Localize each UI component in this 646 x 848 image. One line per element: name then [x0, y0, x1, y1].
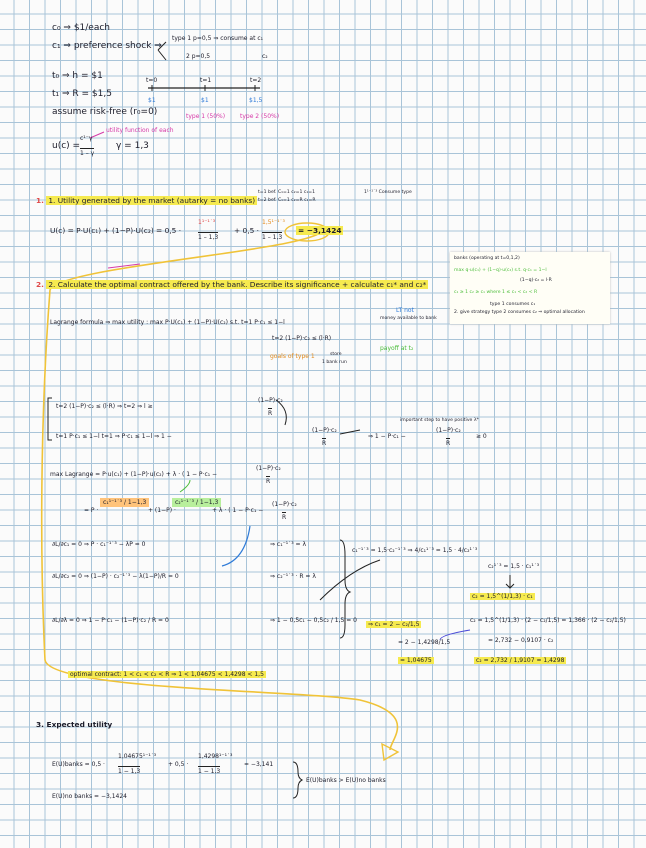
s2-sys2-den: R — [322, 440, 327, 447]
s3-plus: + 0,5 · — [168, 761, 189, 768]
s2-sys2-res: ⇒ 1 − P·c₁ − — [368, 433, 406, 440]
s2-dlambda-res-2 — [366, 620, 421, 629]
t1-line: t₁ ⇒ R = $1,5 — [52, 89, 112, 99]
c0-line: c₀ ⇒ $1/each — [52, 23, 111, 33]
s1-note-2: t=2 bef. C₁=1 c₂=R c₁=R — [258, 198, 316, 203]
s2-payoff-t2: payoff at t₂ — [380, 345, 414, 352]
type2-line: 2 p=0,5 — [186, 53, 211, 60]
s2-expand-term2: c₂¹⁻¹˙³ / 1−1,3 — [172, 498, 221, 507]
s3-f2-den: 1 − 1,3 — [198, 768, 221, 775]
timeline-label-0: t=0 — [146, 77, 158, 84]
type1-tag: type 1 (50%) — [186, 113, 226, 120]
s3-eu-banks: E(U)banks = 0,5 · — [52, 761, 105, 768]
timeline-label-1: t=1 — [200, 77, 212, 84]
c1-line: c₁ ⇒ preference shock ⇒ — [52, 41, 162, 51]
s2-storage: store — [330, 352, 342, 357]
s1-frac1-num: 1¹⁻¹˙³ — [198, 219, 216, 226]
s2-optimal-text: optimal contract: 1 < c₁ < c₂ < R ⇒ 1 < 1,04675 < 1,4298 < 1,5 — [70, 671, 264, 678]
s1-result — [296, 226, 343, 235]
s3-f1-num: 1,04675¹⁻¹˙³ — [118, 753, 157, 760]
s2-dlambda: ∂L/∂λ = 0 ⇒ 1 − P·c₁ − (1−P)·c₂ / R = 0 — [52, 617, 169, 624]
s2-c1-value-text: = 1,04675 — [400, 657, 432, 664]
s2-lagrange: Lagrange formula ⇒ max utility : max P·U(c₁) + (1−P)·U(c₂) s.t. t=1 P·c₁ ≤ 1−l — [50, 319, 285, 326]
s1-plus: + 0,5 · — [234, 226, 259, 235]
s1-result-value: = −3,1424 — [298, 226, 342, 235]
section3-title — [36, 720, 112, 729]
s2-goals: goals of type 1 — [270, 353, 315, 360]
s2-lt-note: LT not — [396, 307, 414, 314]
s3-f1-den: 1 − 1,3 — [118, 768, 141, 775]
s3-eu-nobanks: E(U)no banks = −3,1424 — [52, 793, 127, 800]
s1-note-1: t=1 bef. C₁=1 c₂=1 c₁=1 — [258, 190, 315, 195]
s2-maxlag-den: R — [266, 478, 271, 485]
s2-sys2-num: (1−P)·c₂ — [312, 427, 337, 434]
s2-dlambda-res-2-text: ⇒ c₁ = 2 − c₂/1,5 — [368, 621, 420, 628]
s2-c2-value-text: c₂ = 2,732 / 1,9107 = 1,4298 — [476, 657, 565, 664]
riskfree-line: assume risk-free (r₀=0) — [52, 107, 158, 117]
s2-expand-num: (1−P)·c₂ — [272, 501, 297, 508]
timeline-value-0: $1 — [148, 97, 156, 104]
s2-optimal — [68, 670, 266, 679]
s2-dlambda-res-3: = 2 − 1,4298/1,5 — [398, 639, 451, 646]
type2-consume: c₂ — [262, 53, 268, 60]
s3-compare: E(U)banks > E(U)no banks — [306, 777, 386, 784]
s2-dc2: ∂L/∂c₂ = 0 ⇒ (1−P) · c₂⁻¹˙³ − λ(1−P)/R = 0 — [52, 573, 179, 580]
type2-tag: type 2 (50%) — [240, 113, 280, 120]
utility-note: utility function of each — [106, 127, 174, 134]
section3-title-text: 3. Expected utility — [36, 720, 113, 729]
utility-den: 1 – γ — [80, 150, 95, 157]
s2-dlambda-res: ⇒ 1 − 0,5c₁ − 0,5c₂ / 1,5 = 0 — [270, 617, 357, 624]
s2-right-5: = 2,732 − 0,9107 · c₂ — [488, 637, 554, 644]
s2-dc2-res: ⇒ c₂⁻¹˙³ · R = λ — [270, 573, 316, 580]
s2-money-note: money available to bank — [380, 316, 437, 321]
s2-expand-term1: c₁¹⁻¹˙³ / 1−1,3 — [100, 498, 149, 507]
s2-right-3 — [470, 592, 535, 601]
note-line-5: type 1 consumes c₁ — [490, 302, 536, 307]
s2-expand-2: + (1−P) · — [148, 507, 176, 514]
s1-frac2-den: 1 – 1,3 — [262, 234, 283, 241]
s2-t2-line: t=2 (1−P)·c₂ ≤ (l·R) — [272, 335, 332, 342]
note-line-6: 2. give strategy type 2 consumes c₂ ⇒ optimal allocation — [454, 310, 585, 315]
s2-sys2-res-num: (1−P)·c₂ — [436, 427, 461, 434]
section2-title-text: 2. Calculate the optimal contract offered by the bank. Describe its significance + calculate c₁* and c₂* — [48, 280, 427, 289]
s2-max-lagrange: max Lagrange = P·u(c₁) + (1−P)·u(c₂) + λ · ( 1 − P·c₁ − — [50, 471, 218, 478]
section2-title: 2. 2. Calculate the optimal contract offered by the bank. Describe its significance + calculate c₁* and c₂* — [36, 280, 427, 289]
note-line-2: max q·u(c₁) + (1−q)·u(c₂) s.t. q·c₁ = 1−l — [454, 268, 547, 273]
s1-formula: U(c) = P·U(c₁) + (1−P)·U(c₂) = 0,5 · — [50, 226, 182, 235]
note-line-4: c₁ ≥ 1 c₂ ≥ c₁ where 1 ≤ c₁ < c₂ < R — [454, 290, 538, 295]
s2-c2-value — [474, 656, 566, 665]
arrow-head-icon — [382, 744, 398, 760]
s2-important-note: important step to have positive λ* — [400, 418, 479, 423]
s2-expand-3: + λ · ( 1 − P·c₁ − — [212, 507, 264, 514]
s3-f2-num: 1,4298¹⁻¹˙³ — [198, 753, 233, 760]
s2-maxlag-num: (1−P)·c₂ — [256, 465, 281, 472]
s2-sys2-res-den: R — [446, 440, 451, 447]
s1-frac2-num: 1,5¹⁻¹˙³ — [262, 219, 285, 226]
s2-right-2: c₂¹˙³ = 1,5 · c₁¹˙³ — [488, 563, 540, 570]
s3-result: = −3,141 — [244, 761, 274, 768]
section1-title-text: 1. Utility generated by the market (autarky = no banks) — [48, 196, 256, 205]
s2-right-3-value: c₂ = 1,5^(1/1,3) · c₁ — [472, 593, 533, 600]
side-note-box — [450, 252, 610, 324]
timeline-label-2: t=2 — [250, 77, 262, 84]
note-line-3: (1−q)·c₂ = l·R — [520, 278, 552, 283]
timeline-value-1: $1 — [201, 97, 209, 104]
timeline-value-2: $1,5 — [249, 97, 263, 104]
s2-right-4: c₂ = 1,5^(1/1,3) · (2 − c₂/1,5) = 1,366 · (2 − c₂/1,5) — [470, 617, 626, 624]
s2-dc1: ∂L/∂c₁ = 0 ⇒ P · c₁⁻¹˙³ − λP = 0 — [52, 541, 146, 548]
s1-frac1-den: 1 – 1,3 — [198, 234, 219, 241]
utility-num: c¹⁻γ — [80, 135, 93, 142]
s2-system-1: t=2 (1−P)·c₂ ≤ (l·R) ⇒ t=2 ⇒ l ≥ — [56, 403, 153, 410]
s2-dc1-res: ⇒ c₁⁻¹˙³ = λ — [270, 541, 307, 548]
utility-fn: u(c) = — [52, 141, 81, 151]
s1-note-3: 1¹⁻¹˙³ Consume type — [364, 190, 412, 195]
s2-sys1-den: R — [268, 410, 273, 417]
t0-line: t₀ ⇒ h = $1 — [52, 71, 103, 81]
s2-c1-value — [398, 656, 434, 665]
s2-right-1: c₁⁻¹˙³ = 1,5·c₂⁻¹˙³ ⇒ 4/c₁¹˙³ = 1,5 · 4/c₂¹˙³ — [352, 547, 478, 554]
gamma-value: γ = 1,3 — [116, 141, 149, 151]
s2-storage-2: 1 bank run — [322, 360, 347, 365]
s2-sys2-res-2: ≥ 0 — [476, 433, 487, 440]
s2-system-2: t=1 P·c₁ ≤ 1−l t=1 ⇒ P·c₁ ≤ 1−l ⇒ 1 − — [56, 433, 172, 440]
type1-line: type 1 p=0,5 ⇒ consume at c₁ — [172, 35, 264, 42]
s2-expand-den: R — [282, 514, 287, 521]
section1-title: 1. 1. Utility generated by the market (autarky = no banks) — [36, 196, 256, 205]
s2-expand: = P · — [84, 507, 99, 514]
s2-sys1-num: (1−P)·c₂ — [258, 397, 283, 404]
note-line-1: banks (operating at t=0,1,2) — [454, 256, 520, 261]
